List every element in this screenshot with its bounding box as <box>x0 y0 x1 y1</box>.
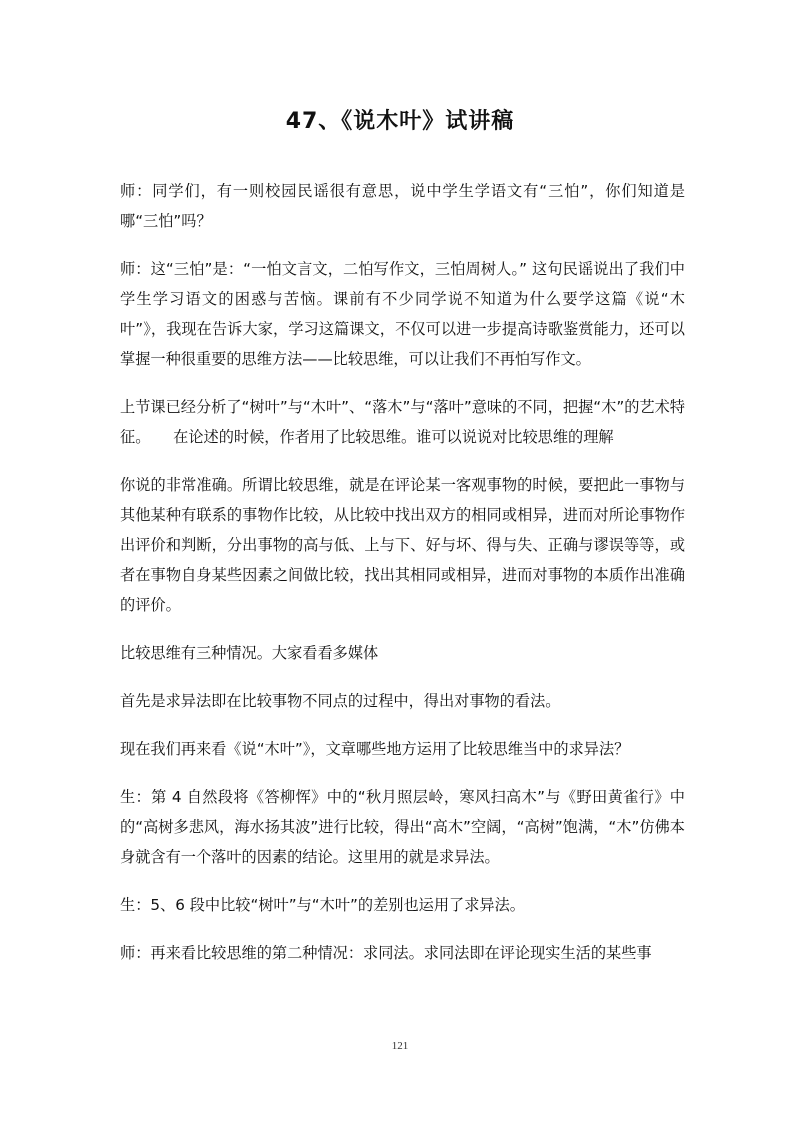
paragraph: 比较思维有三种情况。大家看看多媒体 <box>120 644 379 662</box>
paragraph: 生：第 4 自然段将《答柳恽》中的“秋月照层岭，寒风扫高木”与《野田黄雀行》中的“高树多悲风，海水扬其波”进行比较，得出“高木”空阔，“高树”饱满，“木”仿佛本身就含有一个落叶的因素的结论。这里用的就是求异法。 <box>120 788 685 866</box>
paragraph: 你说的非常准确。所谓比较思维，就是在评论某一客观事物的时候，要把此一事物与其他某种有联系的事物作比较，从比较中找出双方的相同或相异，进而对所论事物作出评价和判断，分出事物的高与低、上与下、好与坏、得与失、正确与谬误等等，或者在事物自身某些因素之间做比较，找出其相同或相异，进而对事物的本质作出准确的评价。 <box>120 476 685 614</box>
paragraph: 师：这“三怕”是：“一怕文言文，二怕写作文，三怕周树人。” 这句民谣说出了我们中学生学习语文的困惑与苦恼。课前有不少同学说不知道为什么要学这篇《说“木叶”》，我现在告诉大家，学习这篇课文，不仅可以进一步提高诗歌鉴赏能力，还可以掌握一种很重要的思维方法——比较思维，可以让我们不再怕写作文。 <box>120 260 685 368</box>
paragraph: 上节课已经分析了“树叶”与“木叶”、“落木”与“落叶”意味的不同，把握“木”的艺术特征。 在论述的时候，作者用了比较思维。谁可以说说对比较思维的理解 <box>120 398 685 446</box>
paragraph: 首先是求异法即在比较事物不同点的过程中，得出对事物的看法。 <box>120 692 561 710</box>
paragraph: 师：同学们，有一则校园民谣很有意思，说中学生学语文有“三怕”，你们知道是哪“三怕”吗？ <box>120 182 685 230</box>
paragraph: 现在我们再来看《说“木叶”》，文章哪些地方运用了比较思维当中的求异法？ <box>120 740 630 758</box>
document-body <box>120 176 685 986</box>
paragraph: 师：再来看比较思维的第二种情况：求同法。求同法即在评论现实生活的某些事 <box>120 944 652 962</box>
page-title: 47、《说木叶》试讲稿 <box>285 109 515 134</box>
paragraph: 生：5、6 段中比较“树叶”与“木叶”的差别也运用了求异法。 <box>120 896 525 914</box>
page-number: 121 <box>391 1040 409 1052</box>
